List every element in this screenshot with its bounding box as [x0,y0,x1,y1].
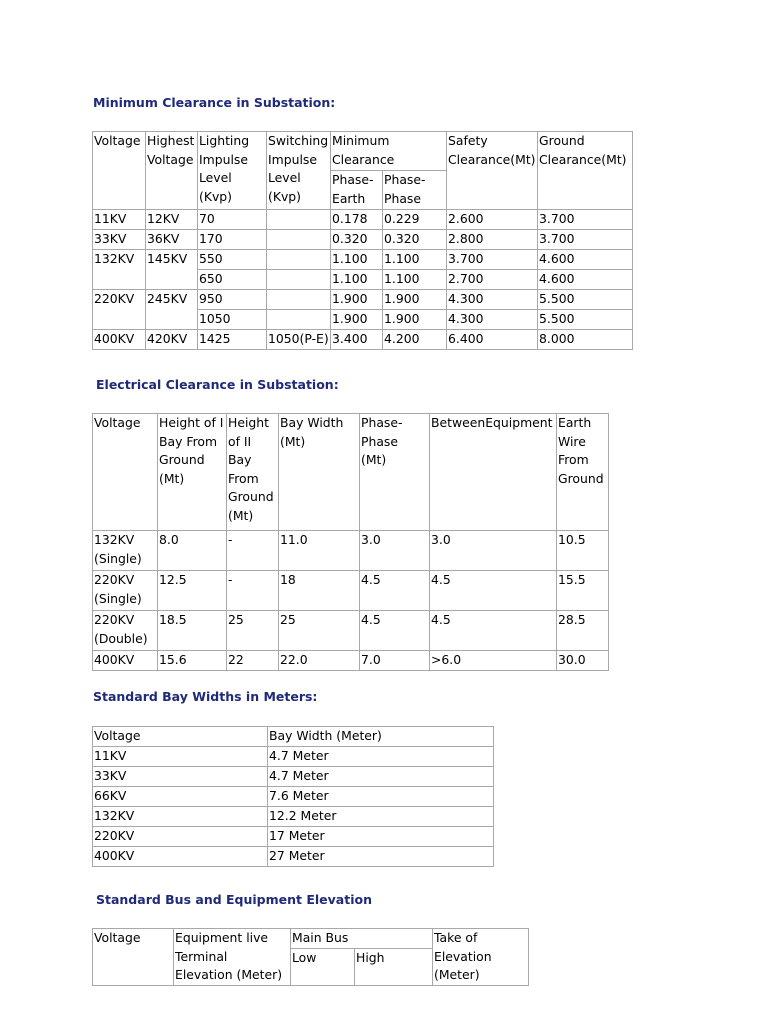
table-cell: 4.600 [538,250,633,270]
column-header: BetweenEquipment [430,414,557,531]
table-cell: 17 Meter [268,827,494,847]
table-cell: 1050 [198,310,267,330]
table-cell: 4.7 Meter [268,747,494,767]
table-row [93,531,609,571]
table-cell: 400KV [93,847,268,867]
table-row [93,210,633,230]
table-cell: 4.5 [430,611,557,651]
table-cell: 3.0 [430,531,557,571]
table-cell: 400KV [93,651,158,671]
table-cell: 1.900 [331,310,383,330]
table-cell: 3.700 [447,250,538,270]
column-header: Height of I Bay From Ground (Mt) [158,414,227,531]
column-header: Earth Wire From Ground [557,414,609,531]
electrical-clearance-table [92,413,609,671]
table-cell: 18 [279,571,360,611]
minimum-clearance-table [92,131,633,350]
table-cell [267,310,331,330]
column-header: Phase- Phase (Mt) [360,414,430,531]
table-row [93,611,609,651]
column-header: Height of II Bay From Ground (Mt) [227,414,279,531]
table-cell [267,270,331,290]
table-cell: 1.900 [383,310,447,330]
cell-voltage: 400KV [93,330,146,350]
table-cell: 3.0 [360,531,430,571]
table-cell: 4.7 Meter [268,767,494,787]
table-cell: 28.5 [557,611,609,651]
table-cell: 0.320 [383,230,447,250]
table-cell: 4.600 [538,270,633,290]
table-cell: 11KV [93,747,268,767]
table-cell: 33KV [93,767,268,787]
header-safety-clearance: Safety Clearance(Mt) [447,132,538,210]
table-cell: 30.0 [557,651,609,671]
header-highest-voltage: Highest Voltage [146,132,198,210]
header-lighting-impulse: Lighting Impulse Level (Kvp) [198,132,267,210]
table-cell [267,290,331,310]
table-cell: 1.900 [383,290,447,310]
table-cell: 132KV (Single) [93,531,158,571]
header-minimum-clearance: Minimum Clearance [331,132,447,171]
table-cell: 950 [198,290,267,310]
cell-highest-voltage: 36KV [146,230,198,250]
header-ground-clearance: Ground Clearance(Mt) [538,132,633,210]
table-cell: 1.900 [331,290,383,310]
header-row [93,132,633,171]
table-row [93,787,494,807]
header-low: Low [291,949,355,986]
table-cell: 22.0 [279,651,360,671]
table-cell: 15.6 [158,651,227,671]
table-cell: - [227,571,279,611]
table-cell: 25 [227,611,279,651]
table-cell [267,210,331,230]
table-cell: 170 [198,230,267,250]
table-cell: 1.100 [383,270,447,290]
table-row [93,827,494,847]
cell-highest-voltage: 420KV [146,330,198,350]
bay-widths-table [92,726,494,867]
header-voltage: Voltage [93,929,174,986]
table-cell: 0.229 [383,210,447,230]
table-cell: 1.100 [331,250,383,270]
table-cell [267,230,331,250]
table-cell: 11.0 [279,531,360,571]
table-row [93,767,494,787]
table-cell: 8.0 [158,531,227,571]
table-row [93,847,494,867]
table-cell: 650 [198,270,267,290]
table-cell: 1050(P-E) [267,330,331,350]
cell-highest-voltage: 145KV [146,250,198,290]
table-cell: 2.700 [447,270,538,290]
table-row [93,651,609,671]
table-cell: 12.5 [158,571,227,611]
table-cell: 0.178 [331,210,383,230]
table-row [93,250,633,270]
table-cell: 4.5 [360,571,430,611]
table-cell: 4.200 [383,330,447,350]
table-row [93,230,633,250]
header-phase-earth: Phase- Earth [331,171,383,210]
table-cell: 0.320 [331,230,383,250]
table-cell: 3.700 [538,210,633,230]
table-cell: 70 [198,210,267,230]
table-cell: 5.500 [538,310,633,330]
header-phase-phase: Phase- Phase [383,171,447,210]
table-cell: 1.100 [383,250,447,270]
section4-title: Standard Bus and Equipment Elevation [96,892,372,907]
table-cell: 18.5 [158,611,227,651]
header-main-bus: Main Bus [291,929,433,949]
header-row [93,414,609,531]
table-row [93,571,609,611]
table-cell: 1425 [198,330,267,350]
column-header: Bay Width (Meter) [268,727,494,747]
table-cell: 66KV [93,787,268,807]
table-cell: 1.100 [331,270,383,290]
column-header: Voltage [93,414,158,531]
column-header: Voltage [93,727,268,747]
cell-voltage: 220KV [93,290,146,330]
table-cell: 220KV [93,827,268,847]
table-cell: 4.5 [360,611,430,651]
table-cell: 3.700 [538,230,633,250]
header-take-of-elevation: Take of Elevation (Meter) [433,929,529,986]
cell-voltage: 33KV [93,230,146,250]
header-equipment-elevation: Equipment live Terminal Elevation (Meter) [174,929,291,986]
header-switching-impulse: Switching Impulse Level (Kvp) [267,132,331,210]
table-cell: 3.400 [331,330,383,350]
table-cell: 132KV [93,807,268,827]
table-cell: 7.0 [360,651,430,671]
table-cell: 220KV (Single) [93,571,158,611]
table-row [93,747,494,767]
table-cell: 15.5 [557,571,609,611]
section1-title: Minimum Clearance in Substation: [93,95,336,110]
cell-highest-voltage: 12KV [146,210,198,230]
table-cell: 22 [227,651,279,671]
table-cell: 4.300 [447,290,538,310]
table-cell: 220KV (Double) [93,611,158,651]
table-cell: 4.5 [430,571,557,611]
column-header: Bay Width (Mt) [279,414,360,531]
table-cell [267,250,331,270]
table-cell: 8.000 [538,330,633,350]
table-cell: 25 [279,611,360,651]
table-cell: - [227,531,279,571]
table-cell: 6.400 [447,330,538,350]
section3-title: Standard Bay Widths in Meters: [93,689,318,704]
table-cell: 550 [198,250,267,270]
table-cell: 2.800 [447,230,538,250]
table-cell: 12.2 Meter [268,807,494,827]
header-high: High [355,949,433,986]
table-cell: 2.600 [447,210,538,230]
table-cell: 7.6 Meter [268,787,494,807]
table-cell: >6.0 [430,651,557,671]
table-cell: 4.300 [447,310,538,330]
table-cell: 5.500 [538,290,633,310]
table-cell: 10.5 [557,531,609,571]
bus-elevation-table [92,928,529,986]
header-voltage: Voltage [93,132,146,210]
cell-voltage: 132KV [93,250,146,290]
table-row [93,290,633,310]
table-cell: 27 Meter [268,847,494,867]
table-row [93,330,633,350]
cell-voltage: 11KV [93,210,146,230]
header-row [93,727,494,747]
cell-highest-voltage: 245KV [146,290,198,330]
table-row [93,807,494,827]
section2-title: Electrical Clearance in Substation: [96,377,339,392]
